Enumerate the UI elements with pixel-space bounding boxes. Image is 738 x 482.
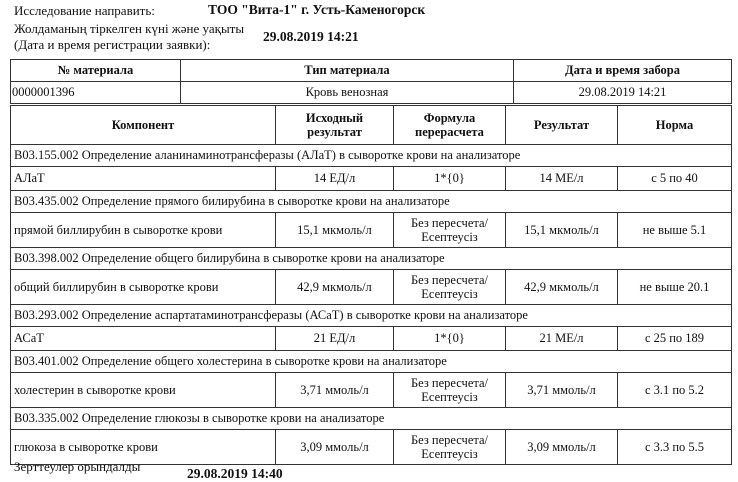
test-group-title-text: B03.398.002 Определение общего билирубина в сыворотке крови на анализаторе	[11, 248, 732, 270]
registration-label-ru: (Дата и время регистрации заявки):	[14, 37, 211, 52]
header-material-number: № материала	[11, 60, 181, 82]
material-type: Кровь венозная	[181, 82, 514, 104]
norm: с 3.3 по 5.5	[618, 430, 732, 465]
test-group-title-text: B03.155.002 Определение аланинаминотрансферазы (АЛаТ) в сыворотке крови на анализаторе	[11, 145, 732, 167]
result: 15,1 мкмоль/л	[506, 213, 618, 248]
formula	[394, 270, 506, 305]
formula-line1: Без пересчета/	[410, 273, 489, 287]
test-group-title	[11, 248, 732, 270]
header-initial-line2: результат	[307, 125, 362, 139]
component-table-header	[11, 106, 732, 145]
formula-line2: Есептеусіз	[421, 230, 478, 244]
norm: с 3.1 по 5.2	[618, 373, 732, 408]
component-name: глюкоза в сыворотке крови	[11, 430, 276, 465]
norm: с 5 по 40	[618, 167, 732, 191]
formula	[394, 213, 506, 248]
component-name: АСаТ	[11, 327, 276, 351]
referral-value: ТОО "Вита-1" г. Усть-Каменогорск	[208, 2, 426, 17]
test-group-title-text: B03.293.002 Определение аспартатаминотрансферазы (АСаТ) в сыворотке крови на анализаторе	[11, 305, 732, 327]
table-row	[11, 213, 732, 248]
formula	[394, 430, 506, 465]
registration-label-kz: Жолдаманың тіркелген күні және уақыты	[14, 21, 245, 36]
test-group-title	[11, 191, 732, 213]
result: 21 МЕ/л	[506, 327, 618, 351]
formula-line1: Без пересчета/	[410, 433, 489, 447]
formula: 1*{0}	[394, 167, 506, 191]
header-material-type: Тип материала	[181, 60, 514, 82]
header-collection-date: Дата и время забора	[514, 60, 732, 82]
norm: не выше 5.1	[618, 213, 732, 248]
header-formula-line1: Формула	[423, 111, 476, 125]
test-group-title-text: B03.435.002 Определение прямого билирубина в сыворотке крови на анализаторе	[11, 191, 732, 213]
initial-result: 42,9 мкмоль/л	[276, 270, 394, 305]
component-table	[10, 105, 732, 465]
component-name: холестерин в сыворотке крови	[11, 373, 276, 408]
header-norm: Норма	[618, 106, 732, 145]
table-row	[11, 373, 732, 408]
result: 3,71 ммоль/л	[506, 373, 618, 408]
initial-result: 3,09 ммоль/л	[276, 430, 394, 465]
test-group-title-text: B03.401.002 Определение общего холестерина в сыворотке крови на анализаторе	[11, 351, 732, 373]
formula: 1*{0}	[394, 327, 506, 351]
header-initial-result	[276, 106, 394, 145]
formula	[394, 373, 506, 408]
test-group-title-text: B03.335.002 Определение глюкозы в сыворотке крови на анализаторе	[11, 408, 732, 430]
material-table-row	[11, 82, 732, 104]
table-row	[11, 327, 732, 351]
header-initial-line1: Исходный	[305, 111, 364, 125]
material-table-header	[11, 60, 732, 82]
component-name: общий биллирубин в сыворотке крови	[11, 270, 276, 305]
formula-line2: Есептеусіз	[421, 390, 478, 404]
component-name: АЛаТ	[11, 167, 276, 191]
initial-result: 14 ЕД/л	[276, 167, 394, 191]
test-group-title	[11, 351, 732, 373]
header-formula	[394, 106, 506, 145]
completed-value: 29.08.2019 14:40	[187, 466, 283, 481]
material-number: 0000001396	[11, 82, 181, 104]
formula-line2: Есептеусіз	[421, 447, 478, 461]
header-formula-line2: перерасчета	[415, 125, 484, 139]
initial-result: 15,1 мкмоль/л	[276, 213, 394, 248]
norm: с 25 по 189	[618, 327, 732, 351]
collection-date: 29.08.2019 14:21	[514, 82, 732, 104]
table-row	[11, 167, 732, 191]
material-table	[10, 59, 732, 104]
completed-label: Зерттеулер орындалды	[14, 459, 141, 474]
result: 3,09 ммоль/л	[506, 430, 618, 465]
formula-line1: Без пересчета/	[410, 216, 489, 230]
norm: не выше 20.1	[618, 270, 732, 305]
result: 42,9 мкмоль/л	[506, 270, 618, 305]
registration-value: 29.08.2019 14:21	[263, 29, 359, 44]
result: 14 МЕ/л	[506, 167, 618, 191]
initial-result: 3,71 ммоль/л	[276, 373, 394, 408]
header-component: Компонент	[11, 106, 276, 145]
table-row	[11, 270, 732, 305]
header-result: Результат	[506, 106, 618, 145]
component-name: прямой биллирубин в сыворотке крови	[11, 213, 276, 248]
formula-line2: Есептеусіз	[421, 287, 478, 301]
test-group-title	[11, 145, 732, 167]
test-group-title	[11, 305, 732, 327]
formula-line1: Без пересчета/	[410, 376, 489, 390]
referral-label: Исследование направить:	[14, 3, 155, 18]
initial-result: 21 ЕД/л	[276, 327, 394, 351]
test-group-title	[11, 408, 732, 430]
